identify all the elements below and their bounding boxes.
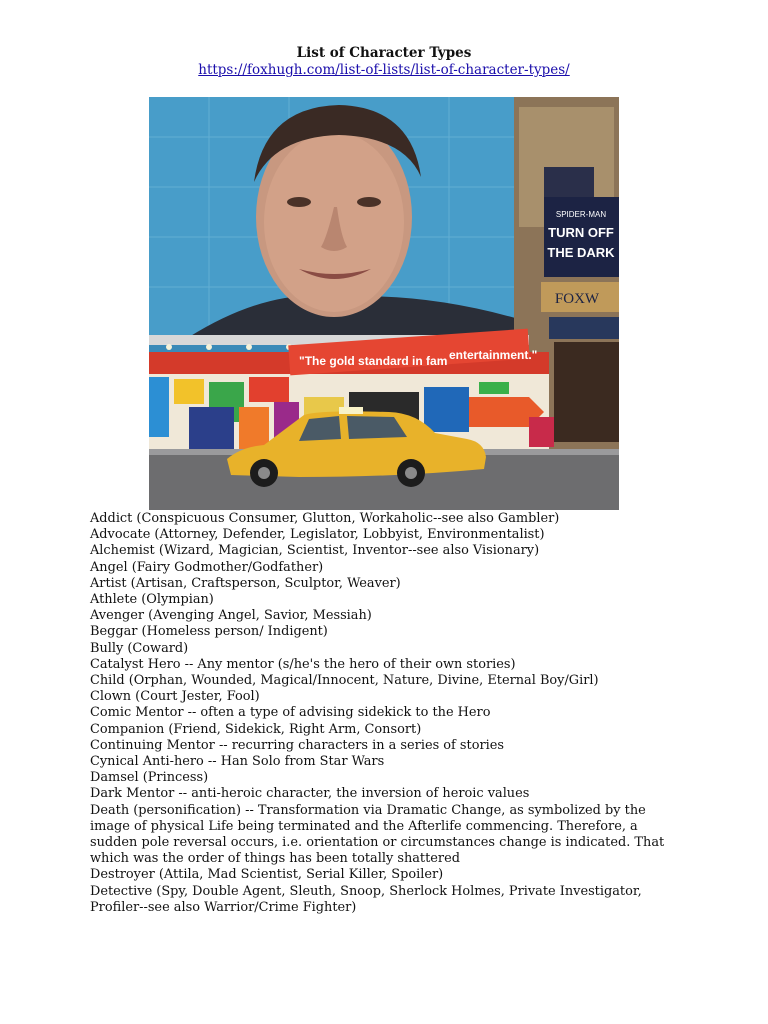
list-item: Alchemist (Wizard, Magician, Scientist, Inventor--see also Visionary) bbox=[90, 543, 540, 559]
list-item: Comic Mentor -- often a type of advising sidekick to the Hero bbox=[90, 705, 491, 721]
list-item: Catalyst Hero -- Any mentor (s/he's the hero of their own stories) bbox=[90, 656, 516, 672]
list-item: Detective (Spy, Double Agent, Sleuth, Snoop, Sherlock Holmes, Private Investigator, Profiler--see also Warrior/Crime Fighter) bbox=[90, 883, 642, 915]
marquee-line-1: SPIDER-MAN bbox=[555, 210, 607, 219]
list-item: Continuing Mentor -- recurring characters in a series of stories bbox=[90, 737, 505, 753]
marquee-line-3: THE DARK bbox=[547, 245, 615, 260]
street-scene-image bbox=[149, 97, 619, 510]
list-item: Clown (Court Jester, Fool) bbox=[90, 689, 260, 705]
list-item: Bully (Coward) bbox=[90, 640, 189, 656]
document-title: List of Character Types bbox=[296, 45, 472, 61]
photo bbox=[149, 97, 619, 510]
banner-text-2: entertainment." bbox=[449, 348, 538, 362]
list-item: Damsel (Princess) bbox=[90, 770, 209, 786]
list-item: Artist (Artisan, Craftsperson, Sculptor, Weaver) bbox=[90, 575, 401, 591]
list-item: Companion (Friend, Sidekick, Right Arm, Consort) bbox=[90, 721, 422, 737]
theater-sign: FOXW bbox=[554, 291, 600, 307]
banner-text-1: "The gold standard in fam bbox=[299, 354, 448, 368]
character-type-list bbox=[90, 511, 680, 916]
list-item: Death (personification) -- Transformation via Dramatic Change, as symbolized by the image of physical Life being terminated and the Afterlife commencing. Therefore, a sudden pole reversal occurs, i.e. orientation or circumstances change is indicated. That which was the order of things has been totally shattered bbox=[90, 802, 665, 867]
list-item: Addict (Conspicuous Consumer, Glutton, Workaholic--see also Gambler) bbox=[90, 511, 560, 526]
list-item: Cynical Anti-hero -- Han Solo from Star Wars bbox=[90, 754, 385, 770]
source-link[interactable]: https://foxhugh.com/list-of-lists/list-of-character-types/ bbox=[198, 62, 570, 78]
list-item: Beggar (Homeless person/ Indigent) bbox=[90, 624, 328, 640]
list-item: Advocate (Attorney, Defender, Legislator, Lobbyist, Environmentalist) bbox=[90, 527, 545, 543]
list-item: Angel (Fairy Godmother/Godfather) bbox=[90, 559, 324, 575]
list-item: Dark Mentor -- anti-heroic character, the inversion of heroic values bbox=[90, 786, 530, 802]
list-item: Child (Orphan, Wounded, Magical/Innocent, Nature, Divine, Eternal Boy/Girl) bbox=[90, 673, 599, 689]
list-item: Avenger (Avenging Angel, Savior, Messiah) bbox=[90, 608, 372, 624]
marquee-line-2: TURN OFF bbox=[548, 225, 614, 240]
list-item: Destroyer (Attila, Mad Scientist, Serial Killer, Spoiler) bbox=[90, 867, 444, 883]
list-item: Athlete (Olympian) bbox=[90, 592, 214, 608]
